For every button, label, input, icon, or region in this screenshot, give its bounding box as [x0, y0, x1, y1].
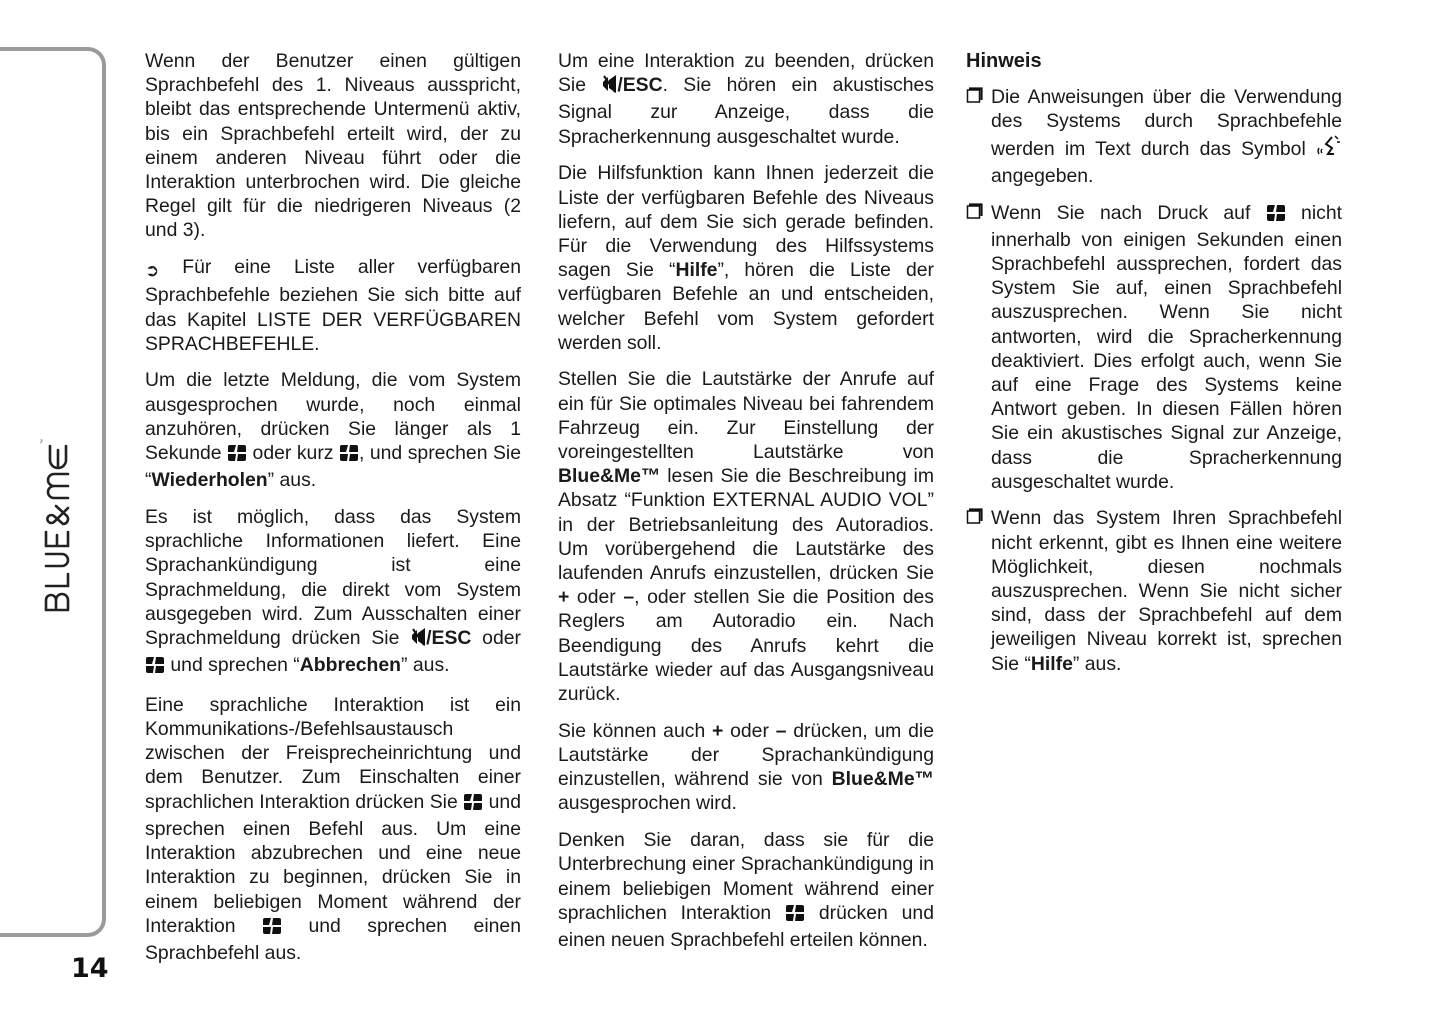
text-run: angegeben.	[991, 164, 1094, 187]
text-run: Wenn Sie nach Druck auf	[991, 201, 1266, 224]
text-run: Wenn das System Ihren Sprachbefehl nicht erkennt, gibt es Ihnen eine weitere Möglichkeit, diesen nochmals auszusprechen. Wenn Sie nicht sicher sind, dass der Sprachbefehl auf dem jeweiligen Niveau korrekt ist, sprechen Sie “	[991, 507, 1342, 675]
bold-text: /ESC	[617, 74, 663, 97]
voice-key-icon	[145, 656, 165, 680]
text-run: und sprechen “	[165, 654, 300, 677]
paragraph	[558, 367, 934, 706]
text-run: ” aus.	[401, 654, 450, 677]
bold-text: Abbrechen	[299, 654, 402, 677]
voice-key-icon	[463, 793, 483, 817]
text-run: Denken Sie daran, dass sie für die Unterbrechung einer Sprachankündigung in einem beliebigen Moment während einer sprachlichen Interaktion	[558, 829, 934, 924]
bold-text: +	[712, 719, 724, 742]
text-run: Sie können auch	[558, 719, 712, 742]
text-run: Um die letzte Meldung, die vom System ausgesprochen wurde, noch einmal anzuhören, drücken Sie länger als 1 Sekunde	[145, 369, 521, 465]
text-run: Stellen Sie die Lautstärke der Anrufe auf ein für Sie optimales Niveau bei fahrendem Fahrzeug ein. Zur Einstellung der voreingestellten Lautstärke von	[558, 368, 934, 464]
text-run: drücken und einen neuen Sprachbefehl erteilen können.	[558, 901, 934, 951]
text-column-1	[145, 49, 521, 978]
mute-key-icon	[601, 74, 617, 100]
text-run: oder	[471, 626, 521, 649]
voice-key-icon	[262, 917, 282, 941]
paragraph	[145, 255, 521, 356]
note-bullet	[966, 506, 1342, 675]
blue-and-me-logo	[38, 392, 78, 614]
text-run: Die Anweisungen über die Verwendung des Systems durch Sprachbefehle werden im Text durch das Symbol	[991, 86, 1342, 160]
text-run: und sprechen einen Befehl aus. Um eine Interaktion abzubrechen und eine neue Interaktion zu beginnen, drücken Sie in einem beliebigen Moment während der Interaktion	[145, 790, 521, 937]
text-run: Wenn der Benutzer einen gültigen Sprachbefehl des 1. Niveaus ausspricht, bleibt das entsprechende Untermenü aktiv, bis ein Sprachbefehl erteilt wird, der zu einem anderen Niveau führt oder die Interaktion unterbrochen wird. Die gleiche Regel gilt für die niedrigeren Niveaus (2 und 3).	[145, 50, 521, 242]
paragraph	[145, 693, 521, 965]
mute-key-icon	[410, 627, 426, 653]
paragraph	[145, 368, 521, 492]
paragraph	[558, 719, 934, 816]
bold-text: Hilfe	[1030, 652, 1073, 675]
text-run: ” aus.	[1072, 652, 1122, 675]
text-run: oder	[723, 719, 776, 742]
bold-text: –	[775, 719, 787, 742]
paragraph	[558, 161, 934, 355]
text-run: ”, hören die Liste der verfügbaren Befehle an und entscheiden, welcher Befehl vom System gefordert werden soll.	[558, 259, 934, 354]
paragraph	[558, 828, 934, 952]
text-run: oder kurz	[247, 442, 339, 465]
note-heading: Hinweis	[966, 50, 1042, 72]
note-bullet	[966, 85, 1342, 188]
text-run: Für eine Liste aller verfügbaren Sprachbefehle beziehen Sie sich bitte auf das Kapitel LISTE DER VERFÜGBAREN SPRACHBEFEHLE.	[145, 256, 521, 355]
voice-key-icon	[785, 904, 805, 928]
text-run: ” aus.	[267, 469, 317, 492]
text-run: ausgesprochen wird.	[558, 792, 737, 815]
text-run: drücken, um die Lautstärke der Sprachankündigung einzustellen, während sie von	[558, 719, 934, 791]
text-run: nicht innerhalb von einigen Sekunden einen Sprachbefehl aussprechen, fordert das System Sie auf, einen Sprachbefehl auszusprechen. Wenn Sie nicht antworten, wird die Spracherkennung deaktiviert. Dies erfolgt auch, wenn Sie auf eine Frage des Systems keine Antwort geben. In diesen Fällen hören Sie ein akustisches Signal zur Anzeige, dass die Spracherkennung ausgeschaltet wurde.	[991, 201, 1342, 493]
note-column	[966, 49, 1342, 688]
checkbox-bullet-icon	[966, 506, 984, 532]
svg-text:™: ™	[40, 439, 46, 444]
checkbox-bullet-icon	[966, 201, 984, 227]
text-run: lesen Sie die Beschreibung im Absatz “Funktion EXTERNAL AUDIO VOL” in der Betriebsanleitung des Autoradios. Um vorübergehend die Lautstärke des laufenden Anrufs einzustellen, drücken Sie	[558, 465, 934, 585]
bold-text: Hilfe	[675, 259, 718, 282]
arrow-reference-icon: ➲	[145, 261, 160, 282]
text-run: Eine sprachliche Interaktion ist ein Kommunikations-/Befehlsaustausch zwischen der Freisprecheinrichtung und dem Benutzer. Zum Einschalten einer sprachlichen Interaktion drücken Sie	[145, 693, 521, 813]
page-number: 14	[71, 953, 109, 984]
note-bullet	[966, 201, 1342, 494]
text-run: Die Hilfsfunktion kann Ihnen jederzeit die Liste der verfügbaren Befehle des Niveaus liefern, auf dem Sie sich gerade befinden. Für die Verwendung des Hilfssystems sagen Sie “	[558, 162, 934, 282]
bold-text: Blue&Me™	[558, 465, 661, 488]
bold-text: /ESC	[426, 626, 472, 649]
text-run: oder	[569, 586, 624, 609]
text-run: Um eine Interaktion zu beenden, drücken Sie	[558, 50, 934, 97]
text-run: Es ist möglich, dass das System sprachliche Informationen liefert. Eine Sprachankündigung ist eine Sprachmeldung, die direkt vom System ausgegeben wird. Zum Ausschalten einer Sprachmeldung drücken Sie	[145, 505, 521, 649]
paragraph	[145, 505, 521, 680]
paragraph	[558, 49, 934, 149]
text-run: . Sie hören ein akustisches Signal zur Anzeige, dass die Spracherkennung ausgeschaltet wurde.	[558, 74, 934, 148]
voice-key-icon	[1266, 204, 1286, 228]
voice-key-icon	[339, 444, 359, 468]
bold-text: –	[623, 586, 635, 609]
text-run: und sprechen einen Sprachbefehl aus.	[145, 914, 521, 964]
text-run: , und sprechen Sie “	[145, 442, 522, 492]
paragraph	[145, 49, 521, 243]
bold-text: Blue&Me™	[831, 768, 934, 791]
speech-symbol-icon	[1316, 134, 1342, 164]
bold-text: Wiederholen	[151, 469, 268, 492]
text-run: , oder stellen Sie die Position des Reglers am Autoradio ein. Nach Beendigung des Anrufs kehrt die Lautstärke wieder auf das Ausgangsniveau zurück.	[558, 586, 934, 706]
voice-key-icon	[227, 444, 247, 468]
text-column-2	[558, 49, 934, 965]
bold-text: +	[558, 586, 570, 609]
checkbox-bullet-icon	[966, 85, 984, 111]
